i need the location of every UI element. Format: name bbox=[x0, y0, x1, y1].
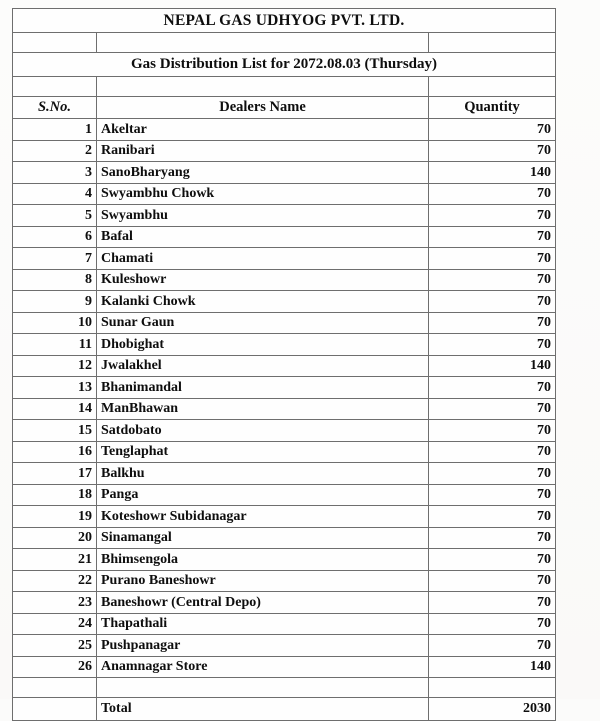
quantity-cell: 70 bbox=[429, 420, 556, 442]
dealer-name-cell: Dhobighat bbox=[97, 334, 429, 356]
dealer-name-cell: Baneshowr (Central Depo) bbox=[97, 592, 429, 614]
company-title-row bbox=[13, 9, 556, 33]
serial-number-cell: 25 bbox=[13, 635, 97, 657]
quantity-cell: 70 bbox=[429, 269, 556, 291]
serial-number-cell: 7 bbox=[13, 248, 97, 270]
dealer-name-cell: Sunar Gaun bbox=[97, 312, 429, 334]
list-title-row bbox=[13, 53, 556, 77]
dealer-name-cell: Jwalakhel bbox=[97, 355, 429, 377]
table-row bbox=[13, 463, 556, 485]
quantity-cell: 70 bbox=[429, 334, 556, 356]
list-title: Gas Distribution List for 2072.08.03 (Thursday) bbox=[13, 53, 556, 77]
table-row bbox=[13, 527, 556, 549]
spacer-cell bbox=[13, 678, 97, 698]
table-row bbox=[13, 140, 556, 162]
table-row bbox=[13, 334, 556, 356]
spacer-row bbox=[13, 678, 556, 698]
quantity-cell: 70 bbox=[429, 635, 556, 657]
quantity-cell: 70 bbox=[429, 183, 556, 205]
quantity-cell: 70 bbox=[429, 226, 556, 248]
dealer-column-header: Dealers Name bbox=[97, 97, 429, 119]
serial-number-cell: 19 bbox=[13, 506, 97, 528]
dealer-name-cell: Purano Baneshowr bbox=[97, 570, 429, 592]
table-footer-section bbox=[13, 678, 556, 721]
spacer-cell bbox=[429, 77, 556, 97]
table-body bbox=[13, 119, 556, 678]
serial-number-cell: 2 bbox=[13, 140, 97, 162]
dealer-name-cell: Akeltar bbox=[97, 119, 429, 141]
quantity-cell: 70 bbox=[429, 140, 556, 162]
quantity-cell: 70 bbox=[429, 291, 556, 313]
table-row bbox=[13, 291, 556, 313]
table-row bbox=[13, 162, 556, 184]
quantity-cell: 70 bbox=[429, 205, 556, 227]
spacer-row bbox=[13, 77, 556, 97]
serial-number-cell: 13 bbox=[13, 377, 97, 399]
dealer-name-cell: Kalanki Chowk bbox=[97, 291, 429, 313]
serial-number-cell: 15 bbox=[13, 420, 97, 442]
dealer-name-cell: Bafal bbox=[97, 226, 429, 248]
company-title: NEPAL GAS UDHYOG PVT. LTD. bbox=[13, 9, 556, 33]
table-row bbox=[13, 441, 556, 463]
table-row bbox=[13, 613, 556, 635]
serial-number-cell: 14 bbox=[13, 398, 97, 420]
quantity-cell: 70 bbox=[429, 570, 556, 592]
quantity-cell: 70 bbox=[429, 484, 556, 506]
serial-number-cell: 9 bbox=[13, 291, 97, 313]
table-row bbox=[13, 592, 556, 614]
spacer-row bbox=[13, 33, 556, 53]
sno-column-header: S.No. bbox=[13, 97, 97, 119]
serial-number-cell: 16 bbox=[13, 441, 97, 463]
spacer-cell bbox=[97, 77, 429, 97]
serial-number-cell: 26 bbox=[13, 656, 97, 678]
gas-distribution-table bbox=[12, 8, 556, 721]
table-row bbox=[13, 549, 556, 571]
serial-number-cell: 1 bbox=[13, 119, 97, 141]
table-row bbox=[13, 312, 556, 334]
dealer-name-cell: Satdobato bbox=[97, 420, 429, 442]
dealer-name-cell: Balkhu bbox=[97, 463, 429, 485]
serial-number-cell: 21 bbox=[13, 549, 97, 571]
quantity-cell: 70 bbox=[429, 377, 556, 399]
table-row bbox=[13, 484, 556, 506]
dealer-name-cell: Chamati bbox=[97, 248, 429, 270]
spacer-cell bbox=[13, 77, 97, 97]
table-row bbox=[13, 506, 556, 528]
spacer-cell bbox=[97, 33, 429, 53]
spacer-cell bbox=[97, 678, 429, 698]
serial-number-cell: 12 bbox=[13, 355, 97, 377]
quantity-cell: 70 bbox=[429, 592, 556, 614]
serial-number-cell: 8 bbox=[13, 269, 97, 291]
table-row bbox=[13, 398, 556, 420]
spacer-cell bbox=[13, 33, 97, 53]
table-row bbox=[13, 226, 556, 248]
quantity-cell: 70 bbox=[429, 613, 556, 635]
serial-number-cell: 4 bbox=[13, 183, 97, 205]
serial-number-cell: 3 bbox=[13, 162, 97, 184]
dealer-name-cell: ManBhawan bbox=[97, 398, 429, 420]
quantity-cell: 70 bbox=[429, 506, 556, 528]
dealer-name-cell: Sinamangal bbox=[97, 527, 429, 549]
dealer-name-cell: Anamnagar Store bbox=[97, 656, 429, 678]
quantity-cell: 70 bbox=[429, 119, 556, 141]
table-row bbox=[13, 119, 556, 141]
table-row bbox=[13, 635, 556, 657]
total-quantity: 2030 bbox=[429, 698, 556, 721]
table-row bbox=[13, 656, 556, 678]
dealer-name-cell: Swyambhu Chowk bbox=[97, 183, 429, 205]
table-row bbox=[13, 355, 556, 377]
spacer-cell bbox=[429, 678, 556, 698]
serial-number-cell: 23 bbox=[13, 592, 97, 614]
dealer-name-cell: Ranibari bbox=[97, 140, 429, 162]
serial-number-cell: 24 bbox=[13, 613, 97, 635]
dealer-name-cell: Tenglaphat bbox=[97, 441, 429, 463]
serial-number-cell: 20 bbox=[13, 527, 97, 549]
serial-number-cell: 10 bbox=[13, 312, 97, 334]
quantity-cell: 140 bbox=[429, 162, 556, 184]
quantity-cell: 140 bbox=[429, 355, 556, 377]
serial-number-cell: 18 bbox=[13, 484, 97, 506]
quantity-cell: 70 bbox=[429, 398, 556, 420]
total-row bbox=[13, 698, 556, 721]
total-label: Total bbox=[97, 698, 429, 721]
serial-number-cell: 17 bbox=[13, 463, 97, 485]
dealer-name-cell: Thapathali bbox=[97, 613, 429, 635]
quantity-cell: 140 bbox=[429, 656, 556, 678]
table-row bbox=[13, 183, 556, 205]
serial-number-cell: 22 bbox=[13, 570, 97, 592]
spacer-cell bbox=[429, 33, 556, 53]
serial-number-cell: 11 bbox=[13, 334, 97, 356]
table-row bbox=[13, 205, 556, 227]
quantity-cell: 70 bbox=[429, 248, 556, 270]
table-row bbox=[13, 248, 556, 270]
dealer-name-cell: Bhanimandal bbox=[97, 377, 429, 399]
dealer-name-cell: Bhimsengola bbox=[97, 549, 429, 571]
dealer-name-cell: Koteshowr Subidanagar bbox=[97, 506, 429, 528]
serial-number-cell: 6 bbox=[13, 226, 97, 248]
quantity-cell: 70 bbox=[429, 441, 556, 463]
dealer-name-cell: Swyambhu bbox=[97, 205, 429, 227]
table-row bbox=[13, 570, 556, 592]
dealer-name-cell: SanoBharyang bbox=[97, 162, 429, 184]
table-row bbox=[13, 269, 556, 291]
serial-number-cell: 5 bbox=[13, 205, 97, 227]
dealer-name-cell: Kuleshowr bbox=[97, 269, 429, 291]
dealer-name-cell: Pushpanagar bbox=[97, 635, 429, 657]
quantity-cell: 70 bbox=[429, 312, 556, 334]
table-row bbox=[13, 377, 556, 399]
column-header-row bbox=[13, 97, 556, 119]
table-header-section bbox=[13, 9, 556, 119]
quantity-cell: 70 bbox=[429, 463, 556, 485]
quantity-cell: 70 bbox=[429, 527, 556, 549]
quantity-column-header: Quantity bbox=[429, 97, 556, 119]
table-row bbox=[13, 420, 556, 442]
quantity-cell: 70 bbox=[429, 549, 556, 571]
dealer-name-cell: Panga bbox=[97, 484, 429, 506]
total-sno-cell bbox=[13, 698, 97, 721]
